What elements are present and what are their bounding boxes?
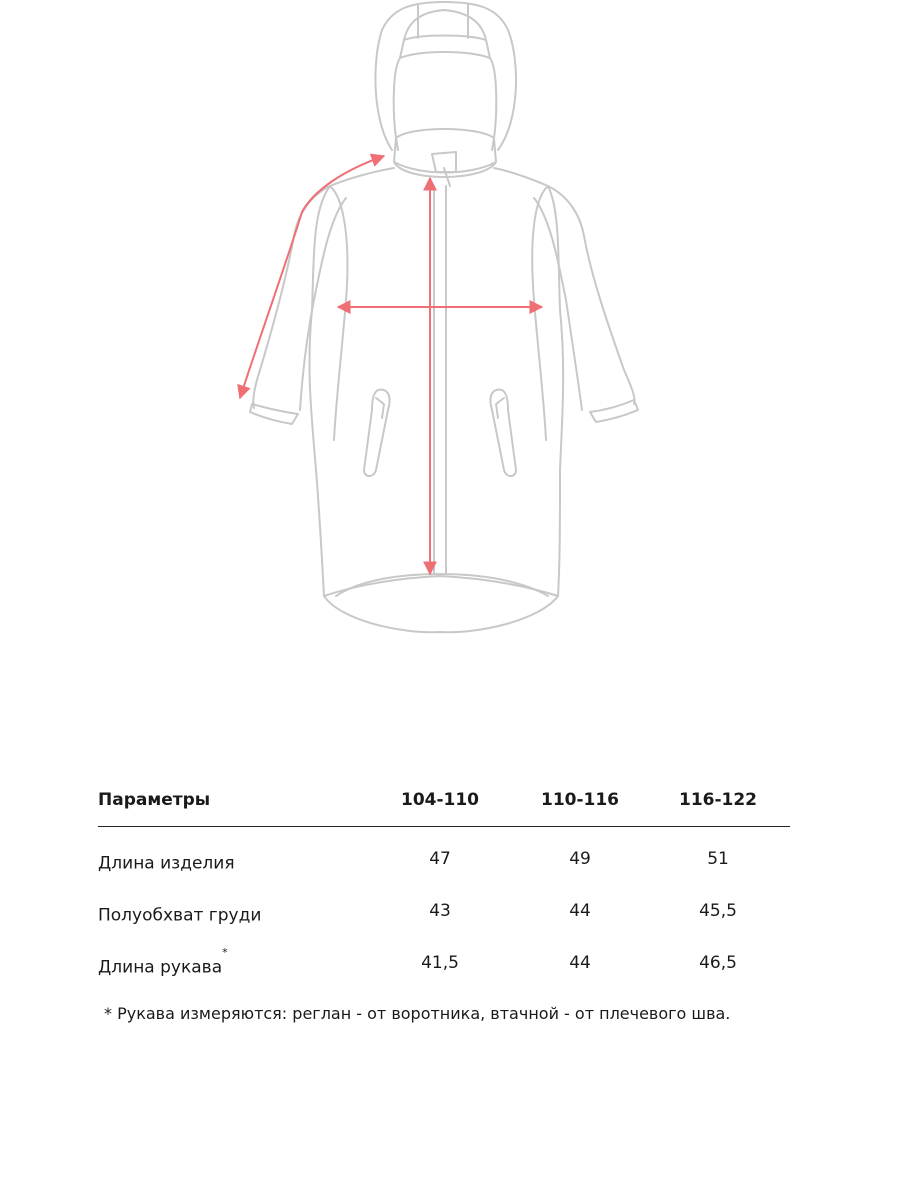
collar: [394, 129, 496, 186]
row-value: 44: [569, 953, 591, 973]
footnote: * Рукава измеряются: реглан - от воротника, втачной - от плечевого шва.: [104, 1004, 731, 1023]
right-sleeve: [534, 186, 638, 422]
row-value: 45,5: [699, 901, 737, 921]
header-size: 104-110: [400, 790, 480, 810]
table-header: [98, 782, 790, 827]
row-value: 41,5: [421, 953, 459, 973]
row-label: Длина изделия: [98, 853, 235, 874]
hood: [375, 2, 516, 150]
row-mark: *: [222, 946, 228, 959]
row-value: 47: [429, 849, 451, 869]
row-value: 44: [569, 901, 591, 921]
row-value: 51: [707, 849, 729, 869]
header-size: 116-122: [678, 790, 758, 810]
table-row: [98, 879, 790, 931]
header-label: Параметры: [98, 790, 211, 810]
row-value: 43: [429, 901, 451, 921]
row-value: 46,5: [699, 953, 737, 973]
row-label: Полуобхват груди: [98, 905, 262, 926]
pockets: [364, 390, 516, 476]
coat-body: [309, 168, 563, 632]
row-label: Длина рукава: [98, 957, 223, 978]
header-size: 110-116: [540, 790, 620, 810]
size-table: [98, 782, 790, 983]
table-row: [98, 827, 790, 879]
row-value: 49: [569, 849, 591, 869]
table-row: [98, 931, 790, 983]
